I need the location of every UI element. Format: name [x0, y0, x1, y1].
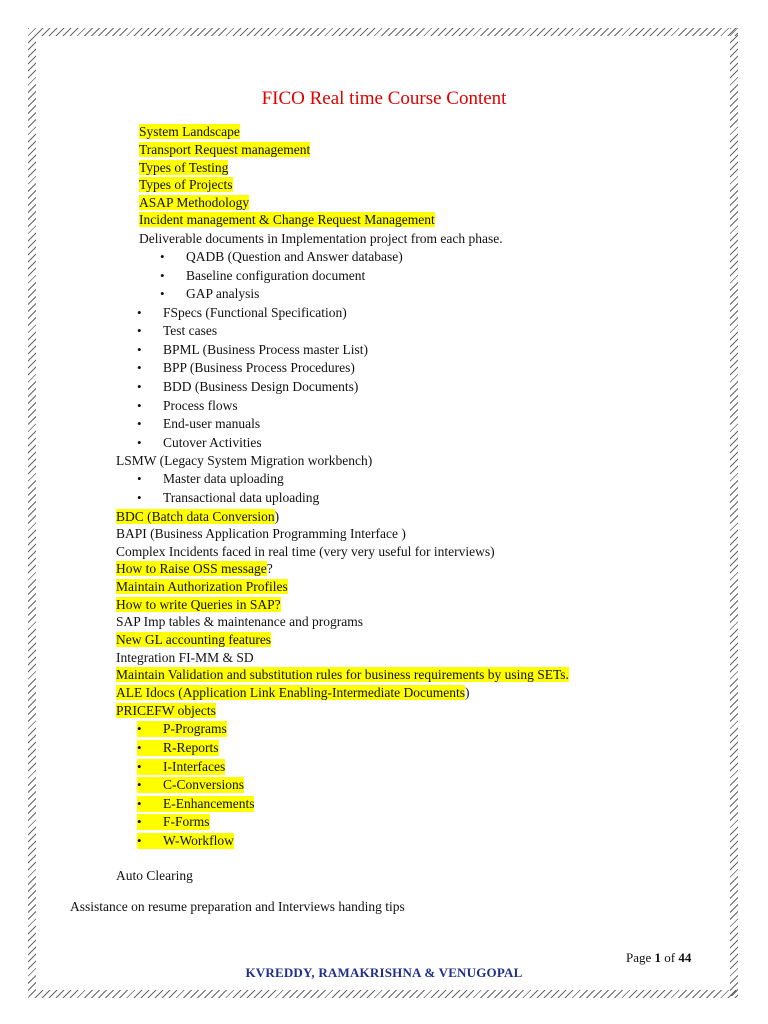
list-item-text — [116, 597, 281, 613]
page-border-top — [28, 28, 738, 36]
list-item-text — [116, 868, 193, 884]
list-item-label: How to Raise OSS message — [116, 561, 267, 576]
list-item-label: New GL accounting features — [116, 632, 272, 647]
bullet-item-text: BPML (Business Process master List) — [163, 342, 368, 357]
bullet-item-text: BDD (Business Design Documents) — [163, 379, 359, 394]
list-item-label: BDC (Batch data Conversion — [116, 509, 275, 524]
list-item-tail: ) — [274, 509, 280, 524]
bullet-icon: • — [137, 796, 163, 812]
bullet-item-text: I-Interfaces — [163, 759, 226, 774]
list-item-label: Types of Projects — [139, 177, 233, 192]
bullet-icon: • — [137, 471, 142, 486]
bullet-item-text: QADB (Question and Answer database) — [186, 249, 403, 264]
list-item-text — [116, 526, 406, 542]
list-item-text — [139, 195, 249, 211]
list-item-text — [139, 177, 233, 193]
footer-authors: KVREDDY, RAMAKRISHNA & VENUGOPAL — [245, 965, 523, 980]
list-item-text — [116, 632, 271, 648]
list-item-text — [139, 142, 310, 158]
list-item-label: Deliverable documents in Implementation project from each phase. — [139, 231, 503, 246]
bullet-item-text: F-Forms — [163, 814, 210, 829]
list-item-label: ALE Idocs (Application Link Enabling-Intermediate Documents — [116, 685, 466, 700]
bullet-icon: • — [137, 740, 163, 756]
list-item-text — [116, 509, 279, 525]
bullet-item-text: E-Enhancements — [163, 796, 255, 811]
bullet-item-text: BPP (Business Process Procedures) — [163, 360, 355, 375]
bullet-item-text: P-Programs — [163, 721, 227, 736]
bullet-item-text: FSpecs (Functional Specification) — [163, 305, 347, 320]
list-item-label: Transport Request management — [139, 142, 311, 157]
page-border-right — [730, 28, 738, 996]
bullet-icon: • — [160, 268, 165, 283]
list-item-label: Incident management & Change Request Management — [139, 212, 435, 227]
bullet-icon: • — [137, 833, 163, 849]
bullet-icon: • — [137, 759, 163, 775]
bullet-item-text: C-Conversions — [163, 777, 244, 792]
list-item-text — [139, 212, 435, 228]
list-item-text — [139, 231, 503, 247]
list-item-label: LSMW (Legacy System Migration workbench) — [116, 453, 373, 468]
bullet-item-text: Baseline configuration document — [186, 268, 366, 283]
bullet-icon: • — [137, 342, 142, 357]
document-title: FICO Real time Course Content — [261, 88, 507, 109]
bullet-icon: • — [137, 490, 142, 505]
bullet-icon: • — [137, 360, 142, 375]
closing-note: Assistance on resume preparation and Interviews handing tips — [70, 899, 405, 914]
bullet-icon: • — [137, 721, 163, 737]
bullet-icon: • — [137, 305, 142, 320]
bullet-icon: • — [137, 379, 142, 394]
bullet-item-text: GAP analysis — [186, 286, 260, 301]
bullet-item-text: W-Workflow — [163, 833, 234, 848]
bullet-icon: • — [160, 249, 165, 264]
bullet-item-text: R-Reports — [163, 740, 219, 755]
bullet-icon: • — [137, 777, 163, 793]
bullet-icon: • — [137, 814, 163, 830]
page-number: Page 1 of 44 — [626, 950, 692, 965]
list-item-text — [116, 561, 273, 577]
list-item-tail: ? — [266, 561, 273, 576]
page-border-bottom — [28, 990, 738, 998]
list-item-text — [116, 650, 254, 666]
bullet-icon: • — [137, 323, 142, 338]
bullet-item-text: Cutover Activities — [163, 435, 262, 450]
bullet-item-text: End-user manuals — [163, 416, 261, 431]
list-item-label: System Landscape — [139, 124, 240, 139]
list-item-label: Integration FI-MM & SD — [116, 650, 254, 665]
list-item-label: PRICEFW objects — [116, 703, 216, 718]
list-item-tail: ) — [465, 685, 470, 700]
list-item-text — [116, 667, 569, 683]
bullet-icon: • — [137, 435, 142, 450]
bullet-item-text: Process flows — [163, 398, 238, 413]
list-item-label: How to write Queries in SAP? — [116, 597, 281, 612]
list-item-label: ASAP Methodology — [139, 195, 250, 210]
list-item-label: SAP Imp tables & maintenance and programs — [116, 614, 363, 629]
list-item-text — [116, 453, 372, 469]
list-item-label: Auto Clearing — [116, 868, 193, 883]
page-border-left — [28, 28, 36, 996]
bullet-icon: • — [160, 286, 165, 301]
list-item-text — [116, 614, 363, 630]
list-item-text — [116, 685, 470, 701]
list-item-text — [116, 703, 216, 719]
list-item-text — [116, 544, 495, 560]
list-item-label: Types of Testing — [139, 160, 229, 175]
bullet-icon: • — [137, 398, 142, 413]
list-item-label: Complex Incidents faced in real time (very very useful for interviews) — [116, 544, 495, 559]
bullet-item-text: Master data uploading — [163, 471, 284, 486]
bullet-item-text: Transactional data uploading — [163, 490, 320, 505]
bullet-item-text: Test cases — [163, 323, 218, 338]
list-item-label: Maintain Validation and substitution rules for business requirements by using SETs. — [116, 667, 569, 682]
list-item-label: BAPI (Business Application Programming Interface ) — [116, 526, 406, 541]
bullet-icon: • — [137, 416, 142, 431]
list-item-label: Maintain Authorization Profiles — [116, 579, 288, 594]
list-item-text — [139, 124, 240, 140]
list-item-text — [116, 579, 288, 595]
list-item-text — [139, 160, 228, 176]
